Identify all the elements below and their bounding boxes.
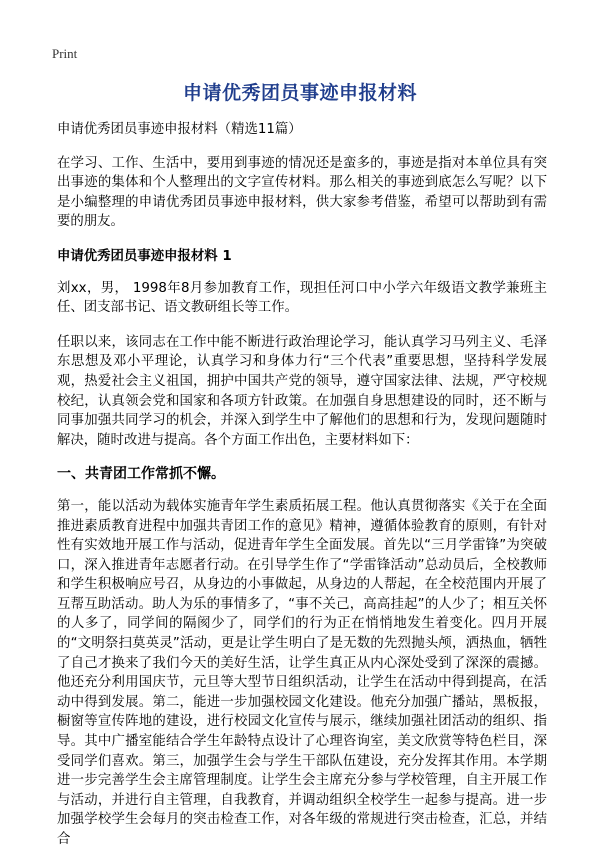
subsection-heading: 一、共青团工作常抓不懈。	[57, 466, 225, 483]
section-heading: 申请优秀团员事迹申报材料 1	[57, 248, 232, 264]
document-body	[57, 120, 547, 865]
document-subtitle: 申请优秀团员事迹申报材料（精选11篇）	[57, 122, 302, 137]
profile-paragraph: 刘xx，男， 1998年8月参加教育工作，现担任河口中小学六年级语文教学兼班主任、团支部书记、语文教研组长等工作。	[57, 280, 547, 316]
body-paragraph: 第一，能以活动为载体实施青年学生素质拓展工程。他认真贯彻落实《关于在全面推进素质教育进程中加强共青团工作的意见》精神，遵循体验教育的原则，有针对性有实效地开展工作与活动，促进青年学生全面发展。首先以“三月学雷锋”为突破口，深入推进青年志愿者行动。在引导学生作了“学雷锋活动”总动员后，全校教师和学生积极响应号召，从身边的小事做起，从身边的人帮起，在全校范围内开展了互帮互助活动。助人为乐的事情多了，“事不关己，高高挂起”的人少了；相互关怀的人多了，同学间的隔阂少了，同学们的行为正在悄悄地发生着变化。四月开展的“文明祭扫莫英灵”活动，更是让学生明白了是无数的先烈抛头颅，洒热血，牺牲了自己才换来了我们今天的美好生活，让学生真正从内心深处受到了深深的震撼。他还充分利用国庆节，元旦等大型节日组织活动，让学生在活动中得到提高，在活动中得到发展。第二，能进一步加强校园文化建设。他充分加强广播站，黑板报，橱窗等宣传阵地的建设，进行校园文化宣传与展示，继续加强社团活动的组织、指导。其中广播室能结合学生年龄特点设计了心理咨询室，美文欣赏等特色栏目，深受同学们喜欢。第三，加强学生会与学生干部队伍建设，充分发挥其作用。本学期进一步完善学生会主席管理制度。让学生会主席充分参与学校管理，自主开展工作与活动，并进行自主管理，自我教育，并调动组织全校学生一起参与提高。进一步加强学校学生会每月的突击检查工作，对各年级的常规进行突击检查，汇总，并结合	[57, 498, 547, 847]
page-title: 申请优秀团员事迹申报材料	[182, 82, 417, 104]
intro-paragraph: 在学习、工作、生活中，要用到事迹的情况还是蛮多的，事迹是指对本单位具有突出事迹的集体和个人整理出的文字宣传材料。那么相关的事迹到底怎么写呢？以下是小编整理的申请优秀团员事迹申报材料，供大家参考借鉴，希望可以帮助到有需要的朋友。	[57, 155, 547, 230]
overview-paragraph: 任职以来，该同志在工作中能不断进行政治理论学习，能认真学习马列主义、毛泽东思想及邓小平理论，认真学习和身体力行“三个代表”重要思想，坚持科学发展观，热爱社会主义祖国，拥护中国共产党的领导，遵守国家法律、法规，严守校规校纪，认真领会党和国家和各项方针政策。在加强自身思想建设的同时，还不断与同事加强共同学习的机会，并深入到学生中了解他们的思想和行为，发现问题随时解决，随时改进与提高。各个方面工作出色，主要材料如下：	[57, 334, 547, 448]
print-link[interactable]: Print	[52, 46, 78, 61]
